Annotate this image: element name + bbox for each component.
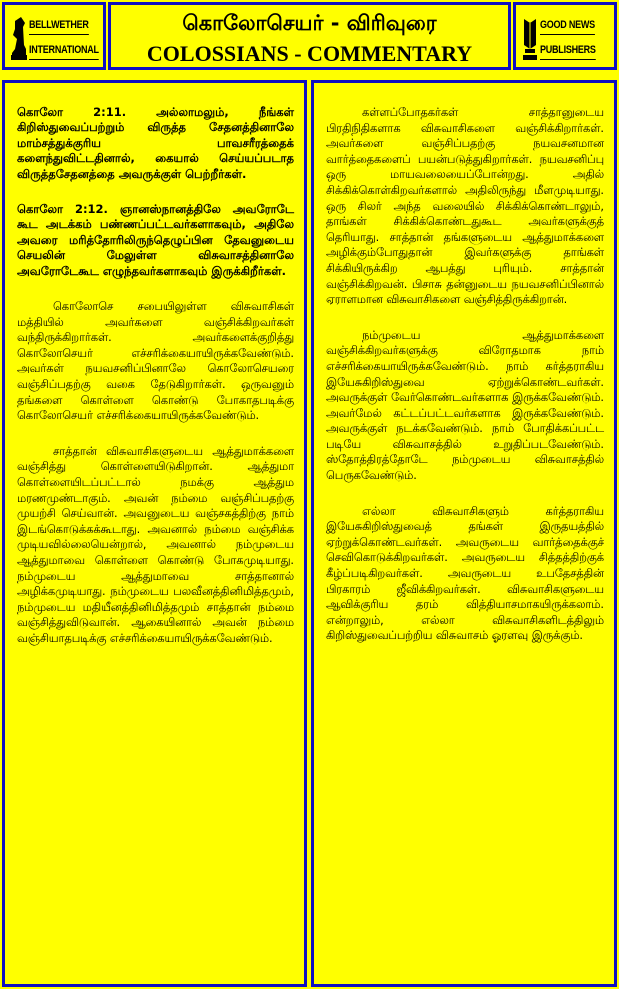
title-banner <box>108 2 511 70</box>
verse-2-11: கொலோ 2:11. அல்லாமலும், நீங்கள் கிறிஸ்துவைப்பற்றும் விருத்த சேதனத்தினாலே மாம்சத்துக்குரிய பாவசரீரத்தைக் களைந்துவிட்டதினால், கையால் செய்யப்படாத விருத்தசேதனத்தை அவருக்குள் பெற்றீர்கள். <box>17 105 294 181</box>
chess-knight-icon <box>11 15 27 61</box>
verse-2-12: கொலோ 2:12. ஞானஸ்நானத்திலே அவரோடே கூட அடக்கம் பண்ணப்பட்டவர்களாகவும், அதிலே அவரை மரித்தோரிலிருந்தெழுப்பின தேவனுடைய செயலின் மேலுள்ள விசுவாசத்தினாலே அவரோடேகூட எழுந்தவர்களாகவும் இருக்கிறீர்கள். <box>17 202 294 278</box>
open-book-icon <box>522 15 538 61</box>
bellwether-logo <box>2 2 106 70</box>
page-title-english: COLOSSIANS - COMMENTARY <box>146 41 473 66</box>
logo-right-line2: PUBLISHERS <box>540 43 596 60</box>
left-column <box>2 80 307 987</box>
logo-left-line2: INTERNATIONAL <box>29 43 99 60</box>
good-news-publishers-logo <box>513 2 617 70</box>
commentary-paragraph: நம்முடைய ஆத்துமாக்களை வஞ்சிக்கிறவர்களுக்கு விரோதமாக நாம் எச்சரிக்கையாயிருக்கவேண்டும். நாம் கர்த்தராகிய இயேசுகிறிஸ்துவை ஏற்றுக்கொண்டவர்கள். அவருக்குள் வேர்கொண்டவர்களாக இருக்கவேண்டும். அவர்மேல் கட்டப்பட்டவர்களாக இருக்கவேண்டும். அவருக்குள் நடக்கவேண்டும். நாம் போதிக்கப்பட்ட படியே விசுவாசத்தில் உறுதிப்படவேண்டும். ஸ்தோத்திரத்தோடே நம்முடைய விசுவாசத்தில் பெருகவேண்டும். <box>326 328 604 483</box>
commentary-paragraph: கள்ளப்போதகர்கள் சாத்தானுடைய பிரதிநிதிகளாக விசுவாசிகளை வஞ்சிக்கிறார்கள். அவர்களை வஞ்சிப்பதற்கு நயவசனமான வார்த்தைகளைப் பயன்படுத்துகிறார்கள். நயவசனிப்பு ஒரு மாயவலையைப்போன்றது. அதில் சிக்கிக்கொள்கிறவர்களால் அதிலிருந்து மீளமுடியாது. ஒரு சிலர் அந்த வலையில் சிக்கிக்கொண்டாலும், தாங்கள் சிக்கிக்கொண்டதுகூட அவர்களுக்குத் தெரியாது. சாத்தான் தங்களுடைய ஆத்துமாக்களை அழிக்கும்போதுதான் இவர்களுக்கு தாங்கள் சிக்கியிருக்கிற ஆபத்து புரியும். சாத்தான் வஞ்சிக்கிறவன். பிசாசு தன்னுடைய நயவசனிப்பினால் ஏராளமான விசுவாசிகளை வஞ்சித்திருக்கிறான். <box>326 106 604 307</box>
logo-right-line1: GOOD NEWS <box>540 18 595 35</box>
commentary-paragraph: எல்லா விசுவாசிகளும் கர்த்தராகிய இயேசுகிறிஸ்துவைத் தங்கள் இருதயத்தில் ஏற்றுக்கொண்டவர்கள். அவருடைய வார்த்தைக்குச் செவிகொடுக்கிறவர்கள். அவருடைய சித்தத்திற்குக் கீழ்ப்படிகிறவர்கள். அவருடைய உபதேசத்தின் பிரகாரம் ஜீவிக்கிறவர்கள். விசுவாசிகளுடைய ஆவிக்குரிய தரம் வித்தியாசமாகயிருக்கலாம். என்றாலும், எல்லா விசுவாசிகளிடத்திலும் கிறிஸ்துவைப்பற்றிய விசுவாசம் ஓரளவு இருக்கும். <box>326 504 604 643</box>
right-column <box>311 80 617 987</box>
commentary-paragraph: கொலோசெ சபையிலுள்ள விசுவாசிகள் மத்தியில் அவர்களை வஞ்சிக்கிறவர்கள் வந்திருக்கிறார்கள். அவர்களைக்குறித்து கொலோசெயர் எச்சரிக்கையாயிருக்கவேண்டும். அவர்கள் நயவசனிப்பினாலே கொலோசெயரை வஞ்சிப்பதற்கு வகை தேடுகிறார்கள். ஒருவனும் தங்களை கொள்ளை கொண்டு போகாதபடிக்கு கொலோசெயர் எச்சரிக்கையாயிருக்கவேண்டும். <box>17 300 294 423</box>
page-title-tamil: கொலோசெயர் - விரிவுரை <box>182 11 437 35</box>
logo-left-line1: BELLWETHER <box>29 18 89 35</box>
commentary-paragraph: சாத்தான் விசுவாசிகளுடைய ஆத்துமாக்களை வஞ்சித்து கொள்ளையிடுகிறான். ஆத்துமா கொள்ளையிடப்பட்டால் நமக்கு ஆத்தும மரணமுண்டாகும். அவன் நம்மை வஞ்சிப்பதற்கு முயற்சி செய்வான். அவனுடைய வஞ்சகத்திற்கு நாம் இடங்கொடுக்கக்கூடாது. அவனால் நம்மை வஞ்சிக்க முடியவில்லையென்றால், அவனால் நம்முடைய ஆத்துமாவை கொள்ளை கொண்டு போகமுடியாது. நம்முடைய ஆத்துமாவை சாத்தானால் அழிக்கமுடியாது. நம்முடைய பலவீனத்தினிமித்தமும், நம்முடைய மதியீனத்தினிமித்தமும் சாத்தான் நம்மை வஞ்சித்துவிடுவான். ஆகையினால் அவன் நம்மை வஞ்சியாதபடிக்கு எச்சரிக்கையாயிருக்கவேண்டும். <box>17 444 294 645</box>
